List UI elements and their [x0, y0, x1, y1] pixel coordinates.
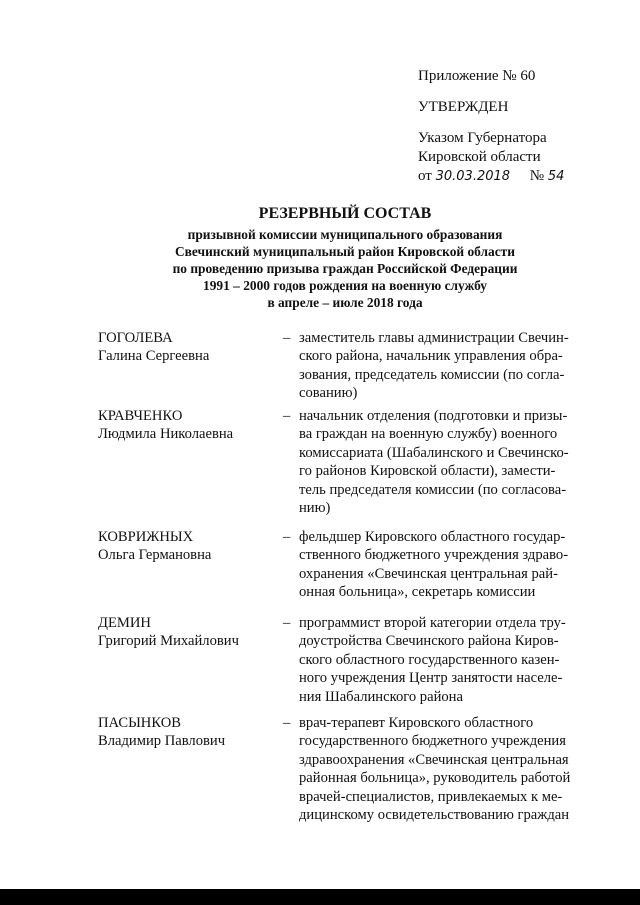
member-role — [299, 407, 595, 517]
approved-label: УТВЕРЖДЕН — [418, 99, 509, 115]
role-line: ского областного государственного казен- — [299, 651, 560, 668]
member-name — [98, 614, 283, 706]
dash-separator: – — [283, 529, 291, 545]
member-given-name: Григорий Михайлович — [98, 633, 239, 650]
decree-label: Указом Губернатора — [418, 130, 547, 146]
title-line: Свечинский муниципальный район Кировской области — [175, 244, 515, 259]
member-given-name: Галина Сергеевна — [98, 348, 210, 365]
role-line: начальник отделения (подготовки и призы- — [299, 408, 568, 424]
role-line: комиссариата (Шабалинского и Свечинско- — [299, 444, 569, 461]
member-role — [299, 329, 595, 403]
approval-block — [418, 67, 618, 186]
role-line: доустройства Свечинского района Киров- — [299, 633, 559, 650]
role-line: врач-терапевт Кировского областного — [299, 715, 534, 731]
attachment-number: Приложение № 60 — [418, 68, 536, 84]
member-name — [98, 407, 283, 517]
member-surname: ГОГОЛЕВА — [98, 330, 173, 346]
member-entry — [98, 614, 595, 706]
role-line: заместитель главы администрации Свечин- — [299, 330, 569, 346]
number-prefix: № — [529, 168, 545, 184]
title-line: по проведению призыва граждан Российской Федерации — [172, 261, 518, 276]
date-prefix: от — [418, 168, 432, 184]
role-line: здравоохранения «Свечинская центральная — [299, 751, 569, 768]
member-entry — [98, 329, 595, 403]
scan-bottom-edge — [0, 889, 640, 905]
member-surname: ДЕМИН — [98, 615, 151, 631]
document-title — [90, 204, 600, 311]
role-line: зования, председатель комиссии (по согла- — [299, 366, 565, 383]
role-line: ва граждан на военную службу) военного — [299, 426, 558, 443]
member-given-name: Людмила Николаевна — [98, 426, 234, 443]
member-entry — [98, 528, 595, 602]
role-line: государственного бюджетного учреждения — [299, 733, 566, 750]
role-line: фельдшер Кировского областного государ- — [299, 529, 566, 545]
member-name — [98, 528, 283, 602]
member-role — [299, 528, 595, 602]
title-line: в апреле – июле 2018 года — [267, 295, 423, 310]
dash-separator: – — [283, 715, 291, 731]
member-entry — [98, 407, 595, 517]
member-entry — [98, 714, 595, 824]
member-given-name: Ольга Германовна — [98, 547, 212, 564]
role-line: охранения «Свечинская центральная рай- — [299, 565, 558, 582]
member-role — [299, 614, 595, 706]
member-name — [98, 329, 283, 403]
role-line: ного учреждения Центр занятости населе- — [299, 670, 563, 687]
role-line: дицинскому освидетельствованию граждан — [299, 807, 570, 824]
title-main: РЕЗЕРВНЫЙ СОСТАВ — [258, 205, 432, 222]
role-line: нию) — [299, 500, 331, 517]
member-surname: КОВРИЖНЫХ — [98, 529, 194, 545]
member-given-name: Владимир Павлович — [98, 733, 226, 750]
role-line: ского района, начальник управления обра- — [299, 348, 563, 365]
role-line: сованию) — [299, 385, 358, 402]
member-role — [299, 714, 595, 824]
region-label: Кировской области — [418, 149, 541, 165]
dash-separator: – — [283, 615, 291, 631]
dash-separator: – — [283, 330, 291, 346]
role-line: го районов Кировской области), замести- — [299, 463, 556, 480]
handwritten-number: 54 — [547, 169, 565, 184]
role-line: ственного бюджетного учреждения здраво- — [299, 547, 569, 564]
title-line: 1991 – 2000 годов рождения на военную службу — [203, 278, 487, 293]
role-line: врачей-специалистов, привлекаемых к ме- — [299, 788, 563, 805]
role-line: ния Шабалинского района — [299, 688, 463, 705]
role-line: тель председателя комиссии (по согласова- — [299, 481, 567, 498]
decree-date-line — [418, 167, 618, 186]
dash-separator: – — [283, 408, 291, 424]
member-name — [98, 714, 283, 824]
role-line: онная больница», секретарь комиссии — [299, 584, 536, 601]
handwritten-date: 30.03.2018 — [435, 169, 511, 184]
member-surname: ПАСЫНКОВ — [98, 715, 181, 731]
role-line: программист второй категории отдела тру- — [299, 615, 566, 631]
role-line: районная больница», руководитель работой — [299, 770, 571, 787]
member-surname: КРАВЧЕНКО — [98, 408, 183, 424]
title-line: призывной комиссии муниципального образования — [187, 227, 503, 242]
